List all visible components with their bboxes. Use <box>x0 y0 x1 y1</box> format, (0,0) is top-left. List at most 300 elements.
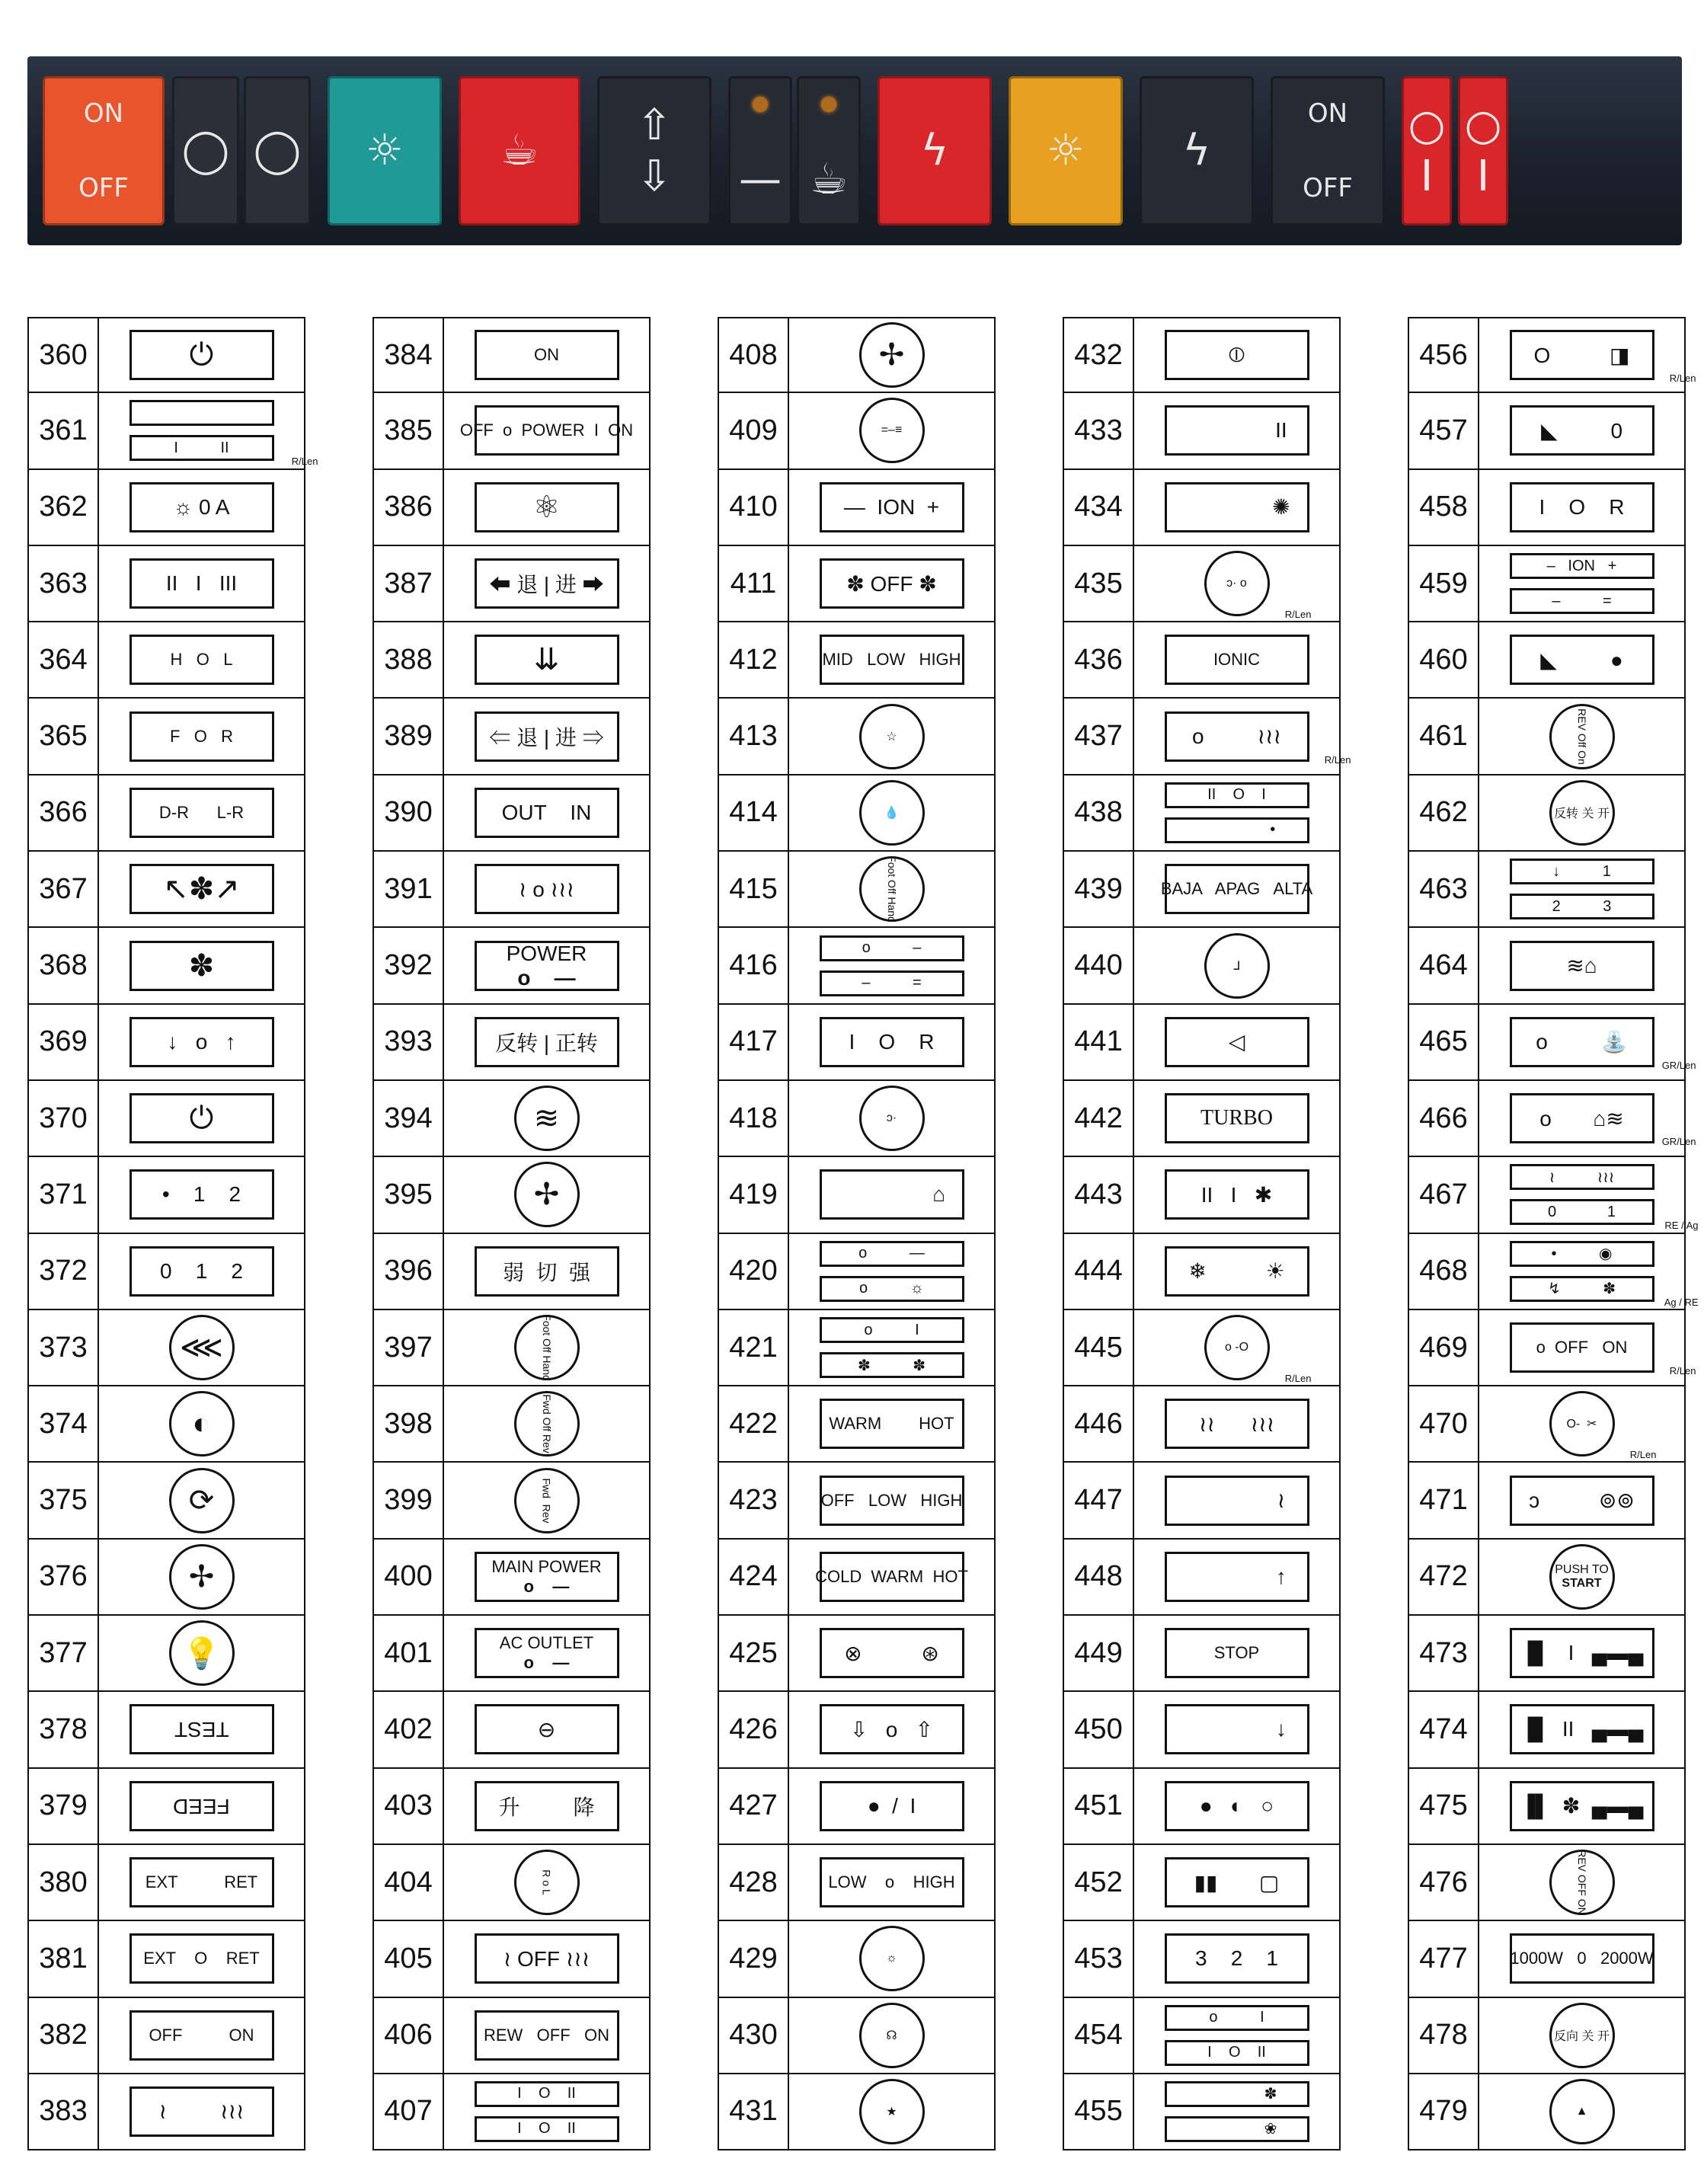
symbol-note: Ag / RE <box>1664 1296 1699 1308</box>
download-icon: ⇊ <box>533 643 560 677</box>
circle-symbol <box>859 2003 925 2068</box>
rect-symbol <box>129 1781 274 1831</box>
symbol-note: R/Len <box>1284 1373 1312 1384</box>
symbol-number: 432 <box>1064 318 1134 392</box>
symbol-note: R/Len <box>1629 1449 1657 1461</box>
symbol-number: 362 <box>29 470 99 545</box>
circle-symbol <box>859 1086 925 1151</box>
symbol-cell <box>789 1845 994 1920</box>
split-switch-half <box>1165 2005 1309 2031</box>
symbol-row <box>27 852 305 928</box>
rect-symbol <box>129 400 318 468</box>
symbol-cell <box>99 1769 304 1843</box>
symbol-text: I O II <box>517 2085 576 2102</box>
circle-symbol <box>1549 1850 1615 1915</box>
rect-symbol <box>1510 1241 1699 1308</box>
circle-symbol <box>859 398 925 463</box>
symbol-number: 451 <box>1064 1769 1134 1843</box>
symbol-number: 425 <box>719 1616 789 1690</box>
symbol-row <box>1063 1157 1341 1233</box>
arrows-up-down-icon: ⇧ ⇩ <box>636 100 673 201</box>
rocker-switch[interactable] <box>1140 76 1254 225</box>
symbol-number: 465 <box>1409 1005 1479 1079</box>
rect-symbol <box>129 1017 274 1067</box>
split-switch-half <box>1510 1276 1654 1302</box>
symbol-text: ☊ <box>886 2029 897 2042</box>
rect-symbol <box>475 2081 619 2142</box>
switch-label: OFF <box>78 173 129 203</box>
rect-symbol <box>1165 405 1309 456</box>
rect-symbol <box>1510 1704 1654 1754</box>
rocker-switch[interactable] <box>797 76 861 225</box>
symbol-text: ▐▌ ✽ ▄▬▄ <box>1520 1794 1644 1818</box>
symbol-row <box>1063 1692 1341 1768</box>
symbol-cell <box>1134 318 1339 392</box>
symbol-cell <box>789 1463 994 1537</box>
symbol-text: ≀≀ ≀≀≀ <box>1198 1412 1275 1436</box>
symbol-text: o ≀≀≀ <box>1191 724 1282 749</box>
symbol-cell <box>99 852 304 926</box>
symbol-number: 414 <box>719 775 789 850</box>
circle-symbol <box>1549 2003 1615 2068</box>
symbol-number: 370 <box>29 1081 99 1156</box>
symbol-cell <box>99 1616 304 1690</box>
symbol-cell <box>1134 546 1339 621</box>
symbol-number: 434 <box>1064 470 1134 545</box>
circle-symbol <box>169 1620 235 1686</box>
circle-symbol <box>169 1315 235 1380</box>
symbol-cell <box>444 318 649 392</box>
symbol-text: – ION + <box>1546 557 1617 574</box>
rect-symbol <box>1165 2005 1309 2066</box>
symbol-number: 437 <box>1064 699 1134 773</box>
split-switch-half <box>820 1276 964 1302</box>
symbol-number: 363 <box>29 546 99 621</box>
rocker-switch[interactable] <box>597 76 711 225</box>
symbol-text: ▐▌ II ▄▬▄ <box>1520 1717 1644 1741</box>
symbol-text: EXT RET <box>145 1872 258 1892</box>
symbol-cell <box>1479 1845 1684 1920</box>
symbol-row <box>718 1005 996 1081</box>
rect-symbol <box>1510 482 1654 532</box>
symbol-number: 408 <box>719 318 789 392</box>
switch-label: ON <box>83 98 124 129</box>
symbol-row <box>1063 1386 1341 1463</box>
split-switch-half <box>820 1241 964 1267</box>
rect-symbol <box>1510 1017 1696 1071</box>
symbol-number: 374 <box>29 1386 99 1461</box>
circle-symbol <box>859 780 925 846</box>
symbol-row <box>1063 1616 1341 1692</box>
symbol-cell <box>1479 1157 1699 1232</box>
symbol-cell <box>99 2074 304 2149</box>
split-switch-half <box>820 1352 964 1378</box>
symbol-cell <box>789 1921 994 1996</box>
symbol-text: Foot Off Hand <box>885 855 898 923</box>
rocker-switch[interactable] <box>244 76 311 225</box>
rect-symbol <box>1165 1017 1309 1067</box>
symbol-row <box>718 928 996 1004</box>
cup-led-icon: ☕ <box>809 154 849 204</box>
symbol-row <box>1063 393 1341 469</box>
rect-symbol <box>475 864 619 914</box>
symbol-row <box>372 699 651 775</box>
symbol-number: 407 <box>374 2074 444 2149</box>
symbol-number: 417 <box>719 1005 789 1079</box>
symbol-number: 377 <box>29 1616 99 1690</box>
symbol-number: 443 <box>1064 1157 1134 1232</box>
symbol-row <box>1063 622 1341 699</box>
symbol-number: 476 <box>1409 1845 1479 1920</box>
symbol-number: 433 <box>1064 393 1134 468</box>
symbol-row <box>1408 1310 1696 1386</box>
symbol-text: ▲ <box>1575 2104 1588 2118</box>
symbol-cell <box>99 1921 304 1996</box>
symbol-row <box>718 1463 996 1539</box>
rect-symbol <box>1165 482 1309 532</box>
o-i-icon: ○ I <box>1408 100 1446 201</box>
symbol-row <box>27 470 305 546</box>
symbol-text: ↯ ✽ <box>1547 1281 1616 1298</box>
symbol-text: PUSH TO <box>1555 1562 1609 1576</box>
symbol-row <box>718 775 996 852</box>
symbol-text: REW OFF ON <box>484 2025 609 2045</box>
symbol-number: 424 <box>719 1540 789 1614</box>
rect-symbol <box>1165 1628 1309 1678</box>
rect-symbol <box>475 1704 619 1754</box>
symbol-row <box>1063 1310 1341 1386</box>
symbol-cell <box>444 1540 649 1614</box>
symbol-text: OFF o POWER I ON <box>459 420 634 440</box>
symbol-text: MAIN POWER <box>491 1556 602 1576</box>
rect-symbol <box>820 1169 964 1220</box>
symbol-text: POWER <box>506 941 587 965</box>
symbol-number: 385 <box>374 393 444 468</box>
symbol-row <box>27 1005 305 1081</box>
symbol-number: 426 <box>719 1692 789 1767</box>
symbol-cell <box>789 2074 994 2149</box>
symbol-row <box>1408 1616 1686 1692</box>
circle-symbol <box>1549 1544 1615 1610</box>
symbol-cell <box>444 1310 649 1385</box>
symbol-number: 416 <box>719 928 789 1002</box>
split-switch-half <box>820 970 964 996</box>
symbol-number: 393 <box>374 1005 444 1079</box>
symbol-number: 409 <box>719 393 789 468</box>
rect-symbol <box>1510 330 1696 385</box>
symbol-cell <box>99 1540 304 1614</box>
rect-symbol <box>820 1628 964 1678</box>
symbol-number: 467 <box>1409 1157 1479 1232</box>
rect-symbol <box>1165 1093 1309 1143</box>
symbol-number: 415 <box>719 852 789 926</box>
symbol-row <box>718 393 996 469</box>
symbol-row <box>1063 699 1351 775</box>
symbol-column <box>1063 317 1351 2150</box>
symbol-text: o ☼ <box>858 1280 925 1297</box>
symbol-row <box>27 622 305 699</box>
symbol-text: ⦶ <box>1229 342 1245 366</box>
symbol-note: R/Len <box>1669 1365 1696 1377</box>
rocker-switch[interactable] <box>43 76 165 225</box>
symbol-text: ≀ ≀≀≀ <box>1549 1169 1615 1186</box>
symbol-text: AC OUTLET <box>499 1633 594 1653</box>
symbol-row <box>372 1921 651 1997</box>
symbol-cell <box>1134 1310 1339 1385</box>
symbol-cell <box>1134 1463 1339 1537</box>
circle-symbol <box>169 1544 235 1610</box>
symbol-number: 400 <box>374 1540 444 1614</box>
rect-symbol <box>820 1704 964 1754</box>
symbol-text: ⊖ <box>537 1717 556 1741</box>
rect-symbol <box>129 2086 274 2137</box>
rect-symbol <box>1165 1781 1309 1831</box>
split-switch-half <box>1165 2116 1309 2142</box>
symbol-cell <box>444 546 649 621</box>
symbol-row <box>372 1540 651 1616</box>
symbol-number: 389 <box>374 699 444 773</box>
symbol-number: 438 <box>1064 775 1134 850</box>
rect-symbol <box>129 330 274 380</box>
symbol-cell <box>444 2074 649 2149</box>
rect-symbol <box>1165 782 1309 843</box>
rocker-switch[interactable] <box>1402 76 1452 225</box>
rect-symbol <box>475 1246 619 1297</box>
symbol-number: 464 <box>1409 928 1479 1002</box>
symbol-cell <box>1479 1616 1684 1690</box>
symbol-cell <box>789 775 994 850</box>
rocker-switch[interactable] <box>878 76 992 225</box>
symbol-row <box>1063 775 1341 852</box>
symbol-cell <box>1479 1234 1699 1309</box>
o-i-icon: ○ I <box>1464 100 1502 201</box>
circle-symbol <box>1204 933 1270 999</box>
symbol-number: 365 <box>29 699 99 773</box>
rocker-switch[interactable] <box>1458 76 1508 225</box>
symbol-text: I O R <box>849 1029 935 1054</box>
symbol-column <box>718 317 996 2150</box>
symbol-text: I O II <box>517 2120 576 2138</box>
symbol-cell <box>444 1234 649 1309</box>
symbol-row <box>372 470 651 546</box>
symbol-number: 361 <box>29 393 99 468</box>
circle-symbol <box>1204 1315 1312 1384</box>
rocker-switch[interactable] <box>1271 76 1385 225</box>
rocker-switch[interactable] <box>1009 76 1123 225</box>
symbol-note: GR/Len <box>1661 1136 1696 1148</box>
symbol-cell <box>1134 622 1339 697</box>
symbol-note: R/Len <box>1284 609 1312 621</box>
symbol-row <box>1408 470 1686 546</box>
rect-symbol <box>820 1781 964 1831</box>
symbol-cell <box>99 928 304 1002</box>
symbol-row <box>718 1310 996 1386</box>
rect-symbol <box>129 1933 274 1984</box>
symbol-row <box>27 1157 305 1233</box>
symbol-number: 382 <box>29 1998 99 2073</box>
rocker-switch[interactable] <box>172 76 239 225</box>
circle-symbol <box>1549 780 1615 846</box>
rect-symbol <box>129 864 274 914</box>
circle-symbol <box>1549 704 1615 769</box>
symbol-cell <box>1479 1081 1696 1156</box>
symbol-text: TURBO <box>1200 1106 1273 1130</box>
symbol-cell <box>1479 1921 1684 1996</box>
symbol-text: II I III <box>165 571 238 596</box>
circle-symbol <box>859 1926 925 1991</box>
circle-symbol <box>514 1391 580 1457</box>
circle-symbol <box>514 1315 580 1380</box>
symbol-row <box>27 546 305 622</box>
symbol-row <box>372 1616 651 1692</box>
rect-symbol <box>1160 864 1313 914</box>
symbol-number: 475 <box>1409 1769 1479 1843</box>
rect-symbol <box>129 1093 274 1143</box>
symbol-cell <box>99 1998 304 2073</box>
split-switch-half <box>1510 1241 1654 1267</box>
symbol-cell <box>789 1005 994 1079</box>
split-switch-half <box>129 400 274 426</box>
symbol-number: 435 <box>1064 546 1134 621</box>
symbol-number: 367 <box>29 852 99 926</box>
symbol-row <box>1063 470 1341 546</box>
symbol-number: 453 <box>1064 1921 1134 1996</box>
symbol-column <box>1408 317 1699 2150</box>
rocker-switch[interactable] <box>328 76 442 225</box>
symbol-cell <box>1134 1540 1339 1614</box>
symbol-cell <box>99 622 304 697</box>
symbol-cell <box>1479 928 1684 1002</box>
symbol-number: 383 <box>29 2074 99 2149</box>
symbol-row <box>372 928 651 1004</box>
symbol-cell <box>1134 393 1339 468</box>
symbol-text: o — <box>858 1245 925 1262</box>
rocker-switch[interactable] <box>728 76 792 225</box>
rocker-switch[interactable] <box>459 76 580 225</box>
symbol-number: 459 <box>1409 546 1479 621</box>
circle-symbol <box>1204 551 1312 621</box>
symbol-text: H O L <box>170 650 233 670</box>
symbol-text: o – <box>862 939 922 957</box>
symbol-cell <box>99 775 304 850</box>
symbol-cell <box>99 1310 304 1385</box>
symbol-number: 427 <box>719 1769 789 1843</box>
symbol-cell <box>444 852 649 926</box>
symbol-number: 442 <box>1064 1081 1134 1156</box>
symbol-row <box>27 1234 305 1310</box>
symbol-row <box>27 1998 305 2074</box>
fan-icon: ✽ <box>188 948 215 983</box>
symbol-text: 反转 | 正转 <box>495 1031 598 1055</box>
circle-symbol <box>514 1850 580 1915</box>
rect-symbol <box>820 1317 964 1378</box>
rect-symbol <box>820 1017 964 1067</box>
symbol-number: 375 <box>29 1463 99 1537</box>
symbol-text: • ◉ <box>1551 1245 1613 1263</box>
split-switch-half <box>1165 2040 1309 2066</box>
rect-symbol <box>129 2010 274 2061</box>
symbol-cell <box>1134 1081 1339 1156</box>
symbol-number: 378 <box>29 1692 99 1767</box>
symbol-cell <box>99 393 318 468</box>
symbol-row <box>718 1845 996 1921</box>
rect-symbol <box>815 1552 968 1602</box>
symbol-row <box>1408 1081 1696 1157</box>
rect-symbol <box>1510 859 1654 919</box>
symbol-row <box>372 393 651 469</box>
indicator-led <box>753 97 768 112</box>
symbol-row <box>372 775 651 852</box>
symbol-row <box>372 1692 651 1768</box>
split-switch-half <box>1510 859 1654 884</box>
symbol-row <box>1408 928 1686 1004</box>
symbol-number: 462 <box>1409 775 1479 850</box>
symbol-row <box>27 1310 305 1386</box>
symbol-row <box>1063 1921 1341 1997</box>
symbol-cell <box>789 470 994 545</box>
symbol-text: ◣ 0 <box>1540 418 1623 443</box>
symbol-text: =–≡ <box>881 424 903 437</box>
symbol-number: 445 <box>1064 1310 1134 1385</box>
symbol-cell <box>1479 1310 1696 1385</box>
symbol-row <box>27 1540 305 1616</box>
symbol-cell <box>1479 2074 1684 2149</box>
lamp-icon: ☼ <box>365 126 404 176</box>
symbol-row <box>27 1463 305 1539</box>
symbol-cell <box>99 1081 304 1156</box>
symbol-cell <box>99 1005 304 1079</box>
symbol-text: 2 3 <box>1552 897 1612 915</box>
symbol-row <box>1063 1998 1341 2074</box>
symbol-row <box>372 1081 651 1157</box>
symbol-row <box>27 1616 305 1692</box>
symbol-cell <box>444 622 649 697</box>
symbol-cell <box>99 1692 304 1767</box>
symbol-row <box>1063 2074 1341 2150</box>
symbol-text: REV OFF ON <box>1575 1850 1588 1915</box>
symbol-number: 387 <box>374 546 444 621</box>
rect-symbol <box>820 1476 964 1526</box>
symbol-number: 479 <box>1409 2074 1479 2149</box>
symbol-row <box>718 1234 996 1310</box>
rect-symbol <box>1510 553 1654 614</box>
symbol-row <box>1408 775 1686 852</box>
symbol-text: o -O <box>1224 1341 1249 1354</box>
symbol-row <box>1408 1692 1686 1768</box>
symbol-text: ★ <box>886 2105 897 2118</box>
symbol-row <box>1063 1845 1341 1921</box>
symbol-cell <box>1134 1386 1339 1461</box>
symbol-text: IONIC <box>1213 650 1261 670</box>
rect-symbol <box>820 558 964 609</box>
split-switch-half <box>475 2116 619 2142</box>
symbol-text: o I <box>1209 2009 1264 2026</box>
symbol-row <box>718 1616 996 1692</box>
symbol-cell <box>444 1157 649 1232</box>
symbol-row <box>27 699 305 775</box>
symbol-cell <box>1479 622 1684 697</box>
symbol-number: 440 <box>1064 928 1134 1002</box>
symbol-row <box>1063 1005 1341 1081</box>
symbol-text: II O I <box>1207 786 1266 804</box>
symbol-row <box>372 1005 651 1081</box>
symbol-text: II <box>1186 418 1287 443</box>
symbol-row <box>1408 1921 1686 1997</box>
symbol-number: 460 <box>1409 622 1479 697</box>
symbol-text: OFF ON <box>149 2025 254 2045</box>
circle-symbol <box>859 322 925 388</box>
symbol-row <box>27 317 305 393</box>
